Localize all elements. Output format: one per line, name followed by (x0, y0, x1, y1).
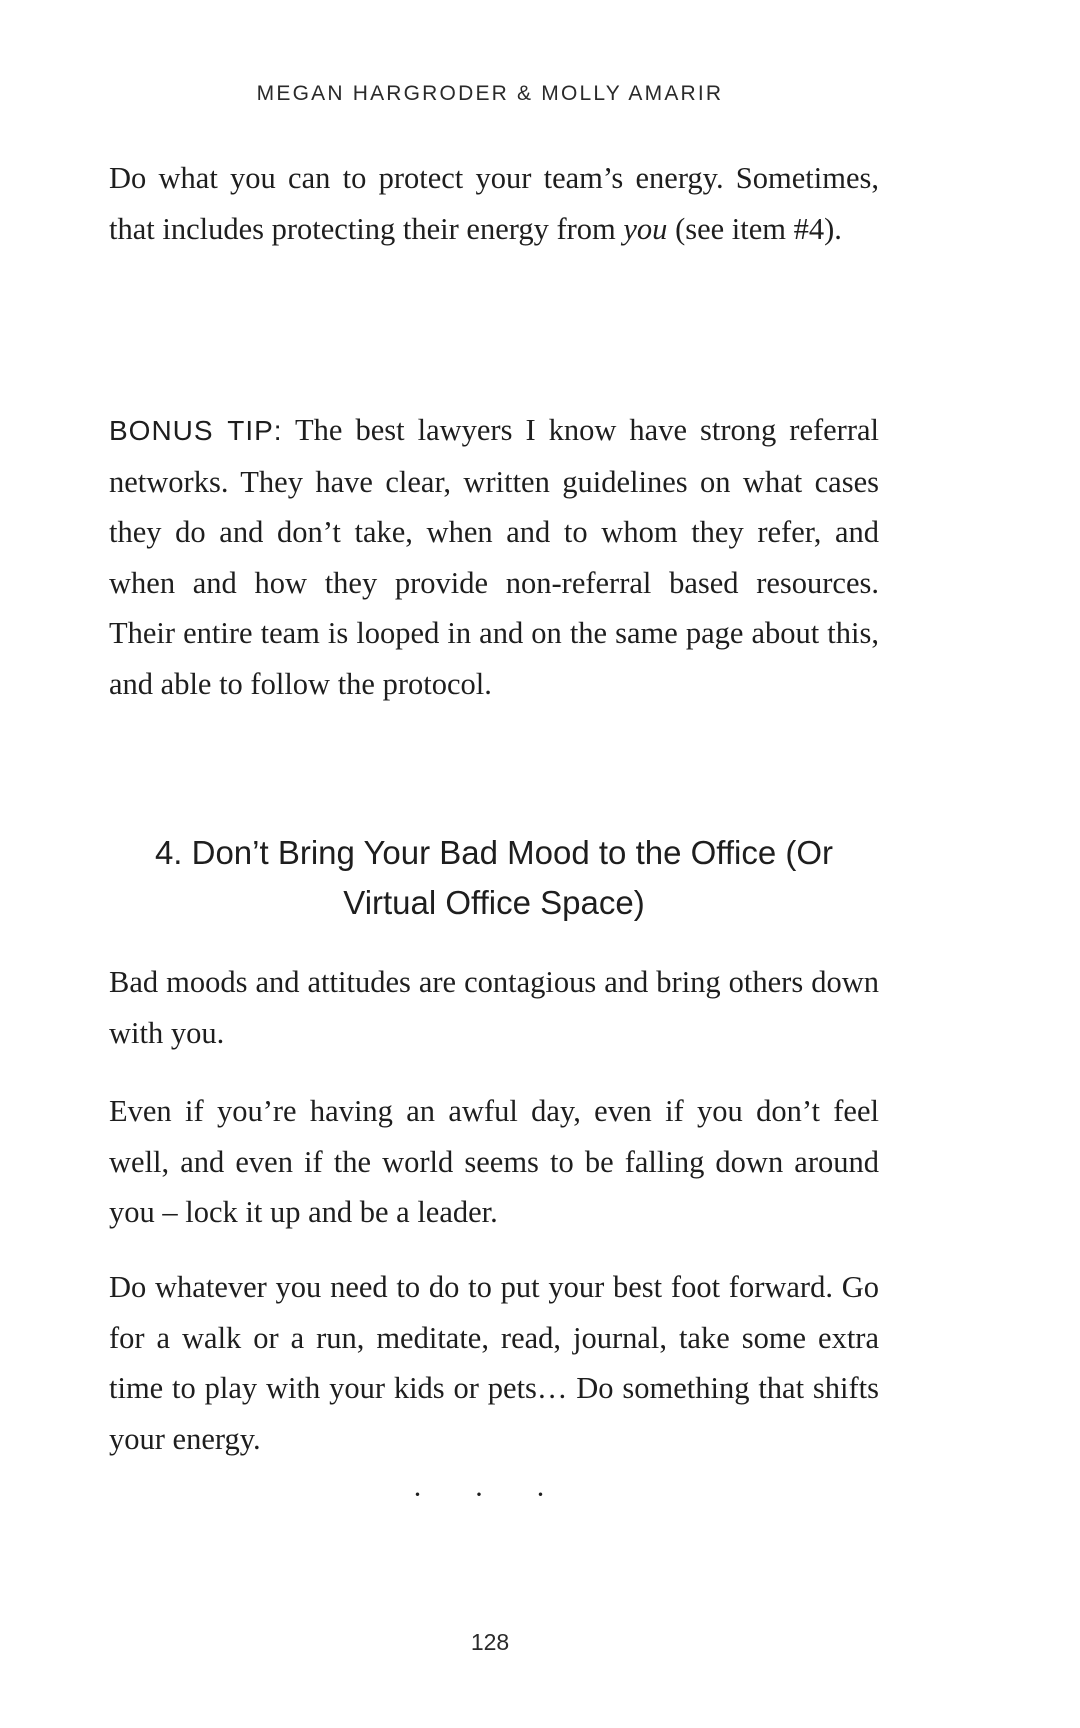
paragraph-best-foot: Do whatever you need to do to put your best foot forward. Go for a walk or a run, meditate, read, journal, take some extra time to play with your kids or pets… Do something that shifts your energy. (109, 1270, 879, 1456)
running-head: MEGAN HARGRODER & MOLLY AMARIR (256, 82, 724, 105)
paragraph-text: Do what you can to protect your team’s energy. Sometimes, that includes protecting their energy from (109, 161, 879, 246)
paragraph-text-end: (see item #4). (667, 211, 842, 246)
emphasis-you: you (623, 211, 668, 246)
page-number: 128 (470, 1629, 510, 1655)
paragraph-team-energy (109, 153, 879, 254)
section-heading: 4. Don’t Bring Your Bad Mood to the Office (Or Virtual Office Space) (154, 834, 834, 921)
paragraph-bonus-tip (109, 405, 879, 709)
paragraph-awful-day: Even if you’re having an awful day, even if you don’t feel well, and even if the world seems to be falling down around you – lock it up and be a leader. (109, 1094, 879, 1229)
bonus-tip-label: BONUS TIP: (109, 415, 283, 446)
bonus-tip-text: The best lawyers I know have strong referral networks. They have clear, written guidelines on what cases they do and don’t take, when and to whom they refer, and when and how they provide non-referral based resources. Their entire team is looped in and on the same page about this, and able to follow the protocol. (109, 413, 879, 701)
paragraph-bad-moods: Bad moods and attitudes are contagious and bring others down with you. (109, 965, 879, 1050)
section-break-ornament: · · · (412, 1478, 568, 1511)
